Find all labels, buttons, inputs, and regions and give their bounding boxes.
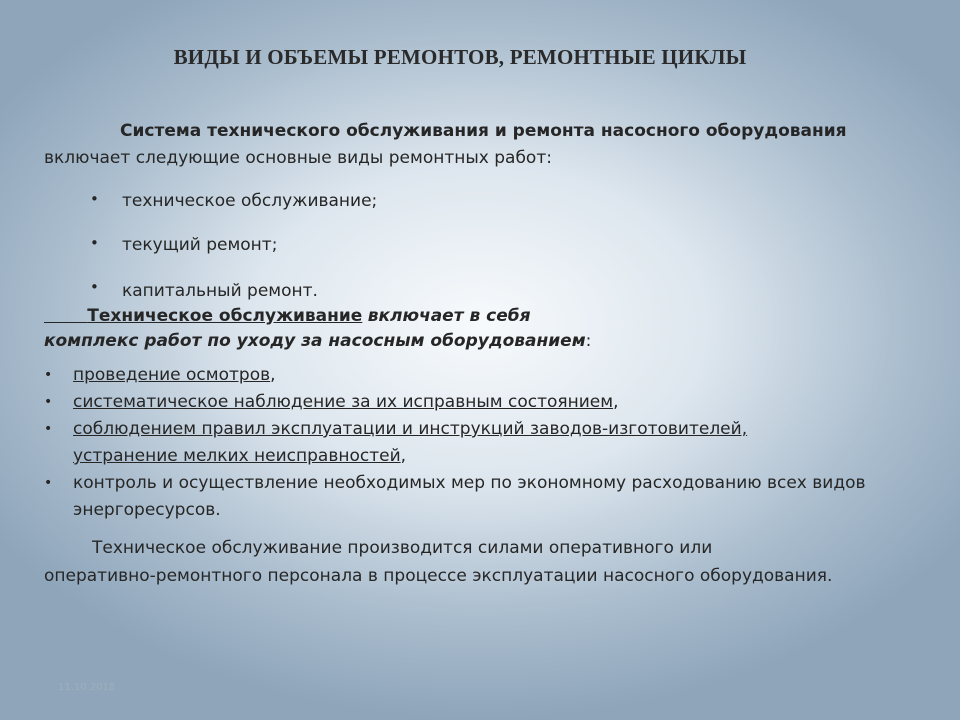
bullet-icon: • bbox=[44, 475, 53, 491]
list-item-suffix: , bbox=[400, 446, 407, 466]
maintenance-verb: включает в себя bbox=[367, 306, 531, 326]
bullet-icon: • bbox=[90, 190, 99, 208]
closing-rest: оперативно-ремонтного персонала в процессе эксплуатации насосного оборудования. bbox=[44, 566, 833, 586]
intro-rest-text: включает следующие основные виды ремонтных работ: bbox=[44, 148, 552, 168]
list-item-text: техническое обслуживание; bbox=[122, 191, 378, 211]
slide-title: ВИДЫ И ОБЪЕМЫ РЕМОНТОВ, РЕМОНТНЫЕ ЦИКЛЫ bbox=[173, 45, 747, 69]
list-item-text: проведение осмотров bbox=[73, 365, 271, 385]
bullet-icon: • bbox=[90, 278, 99, 296]
list-item bbox=[44, 416, 924, 470]
list-item-text: контроль и осуществление необходимых мер по экономному расходованию всех видов энергоресурсов. bbox=[73, 473, 866, 520]
bullet-icon: • bbox=[90, 234, 99, 252]
list-item-text: капитальный ремонт. bbox=[122, 281, 318, 301]
list-item-text: систематическое наблюдение за их исправным состоянием bbox=[73, 392, 614, 412]
list-item-text-continued: устранение мелких неисправностей bbox=[73, 446, 401, 466]
list-item bbox=[44, 470, 924, 524]
closing-paragraph bbox=[44, 534, 924, 590]
maintenance-items-list bbox=[44, 362, 924, 524]
bullet-icon: • bbox=[44, 394, 53, 410]
list-item-suffix: , bbox=[613, 392, 619, 412]
colon: : bbox=[585, 331, 592, 351]
slide-date: 11.10.2018 bbox=[58, 682, 116, 693]
intro-bold-text: Система технического обслуживания и ремонта насосного оборудования bbox=[120, 121, 847, 141]
maintenance-scope: комплекс работ по уходу за насосным оборудованием bbox=[44, 331, 586, 351]
bullet-icon: • bbox=[44, 421, 53, 437]
intro-paragraph bbox=[44, 118, 924, 172]
closing-first-line: Техническое обслуживание производится силами оперативного или bbox=[92, 538, 713, 558]
list-item-text: текущий ремонт; bbox=[122, 235, 278, 255]
list-item-text: соблюдением правил эксплуатации и инструкций заводов-изготовителей, bbox=[73, 419, 748, 439]
list-item-suffix: , bbox=[270, 365, 276, 385]
bullet-icon: • bbox=[44, 367, 53, 383]
blank-underline bbox=[44, 306, 87, 326]
list-item bbox=[44, 389, 924, 416]
maintenance-definition bbox=[44, 304, 924, 354]
list-item bbox=[44, 362, 924, 389]
maintenance-term: Техническое обслуживание bbox=[87, 306, 363, 326]
